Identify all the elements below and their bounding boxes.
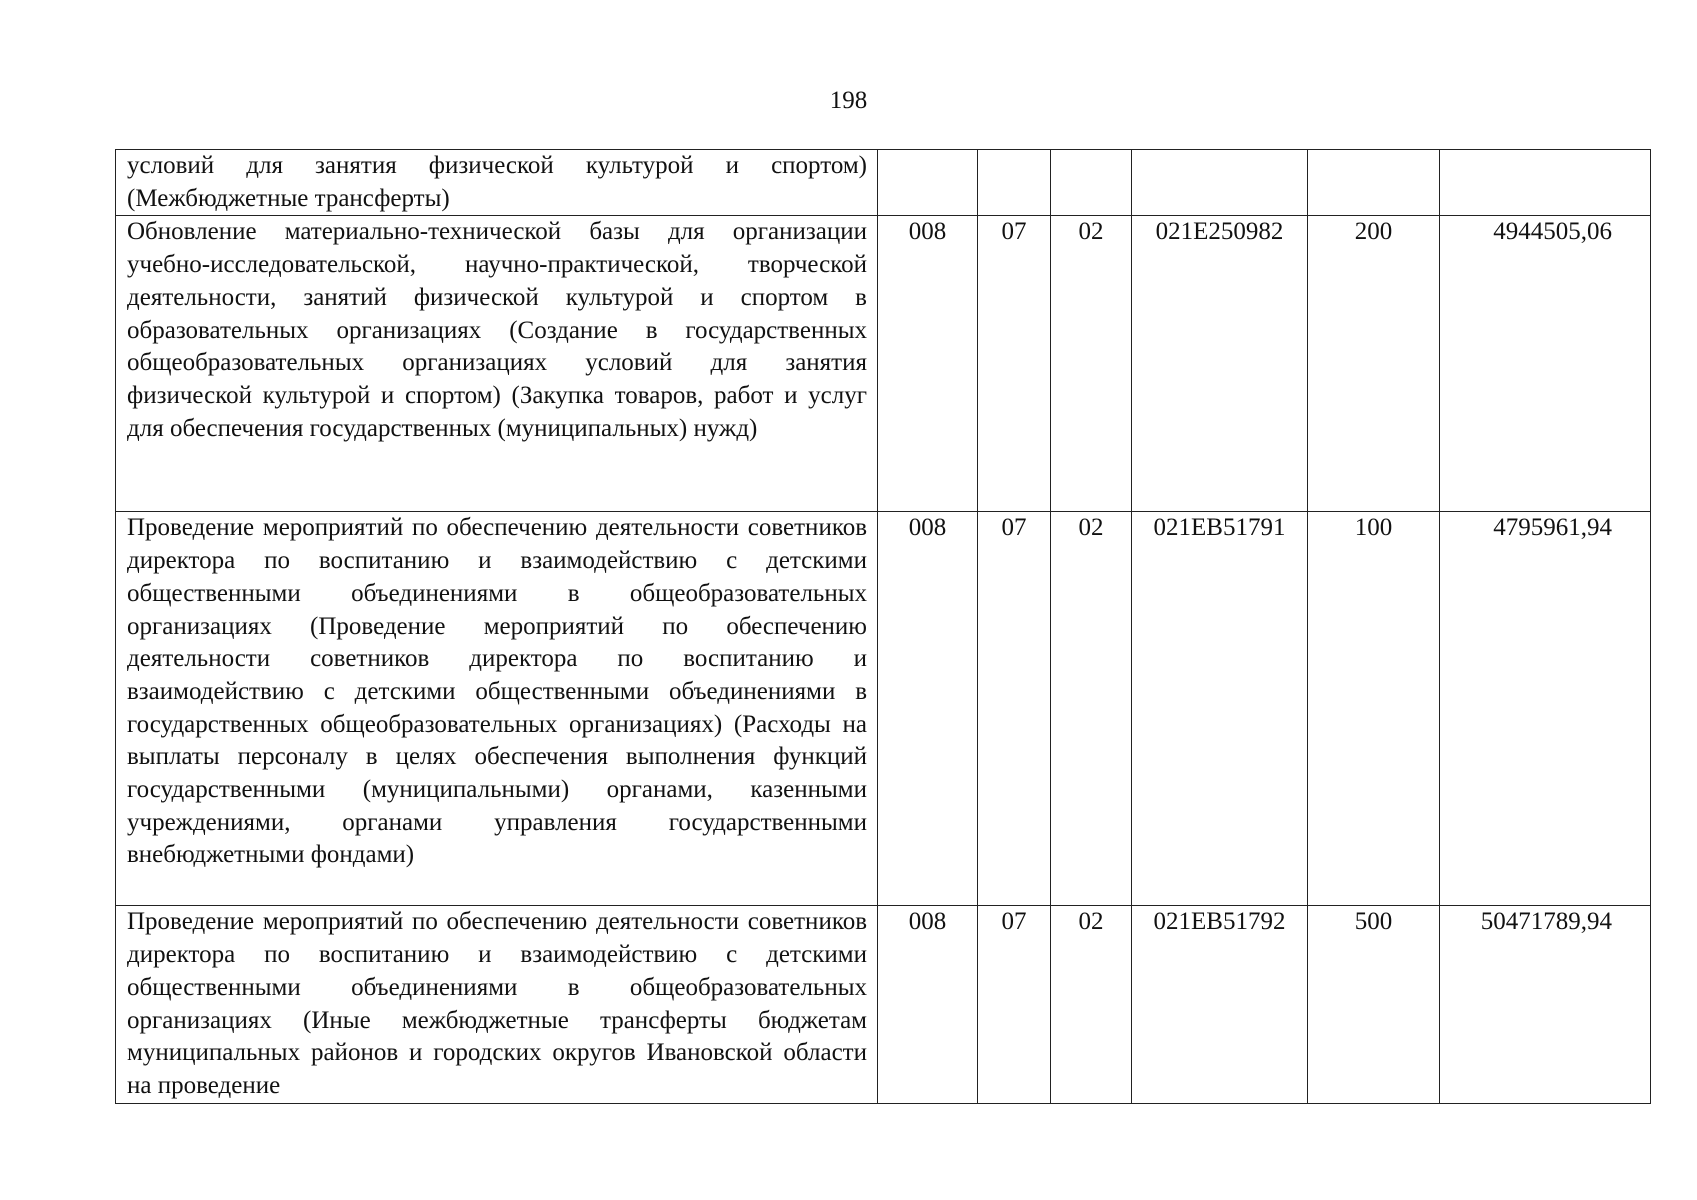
- target-article-cell: 021ЕВ51791: [1132, 512, 1308, 906]
- section-code-cell: [978, 150, 1051, 216]
- page-number: 198: [829, 87, 868, 114]
- expense-type-cell: 500: [1308, 906, 1440, 1104]
- target-article-cell: 021E250982: [1132, 216, 1308, 512]
- expense-type-cell: [1308, 150, 1440, 216]
- budget-table: [115, 149, 1651, 1104]
- subsection-code-cell: 02: [1051, 512, 1132, 906]
- subsection-code-cell: 02: [1051, 216, 1132, 512]
- amount-cell: 4944505,06: [1440, 216, 1651, 512]
- ministry-code-cell: 008: [878, 216, 978, 512]
- amount-cell: 50471789,94: [1440, 906, 1651, 1104]
- section-code-cell: 07: [978, 906, 1051, 1104]
- expense-type-cell: 200: [1308, 216, 1440, 512]
- description-cell: Проведение мероприятий по обеспечению деятельности советников директора по воспитанию и взаимодействию с детскими общественными объединениями в общеобразовательных организациях (Иные межбюджетные трансферты бюджетам муниципальных районов и городских округов Ивановской области на проведение: [116, 906, 878, 1104]
- target-article-cell: 021ЕВ51792: [1132, 906, 1308, 1104]
- expense-type-cell: 100: [1308, 512, 1440, 906]
- description-cell: Обновление материально-технической базы для организации учебно-исследовательской, научно-практической, творческой деятельности, занятий физической культурой и спортом в образовательных организациях (Создание в государственных общеобразовательных организациях условий для занятия физической культурой и спортом) (Закупка товаров, работ и услуг для обеспечения государственных (муниципальных) нужд): [116, 216, 878, 512]
- ministry-code-cell: 008: [878, 906, 978, 1104]
- description-cell: Проведение мероприятий по обеспечению деятельности советников директора по воспитанию и взаимодействию с детскими общественными объединениями в общеобразовательных организациях (Проведение мероприятий по обеспечению деятельности советников директора по воспитанию и взаимодействию с детскими общественными объединениями в государственных общеобразовательных организациях) (Расходы на выплаты персоналу в целях обеспечения выполнения функций государственными (муниципальными) органами, казенными учреждениями, органами управления государственными внебюджетными фондами): [116, 512, 878, 906]
- ministry-code-cell: [878, 150, 978, 216]
- amount-cell: [1440, 150, 1651, 216]
- target-article-cell: [1132, 150, 1308, 216]
- table-row: [116, 512, 1651, 906]
- table-row: [116, 150, 1651, 216]
- amount-cell: 4795961,94: [1440, 512, 1651, 906]
- section-code-cell: 07: [978, 216, 1051, 512]
- table-row: [116, 906, 1651, 1104]
- table-row: [116, 216, 1651, 512]
- ministry-code-cell: 008: [878, 512, 978, 906]
- subsection-code-cell: [1051, 150, 1132, 216]
- subsection-code-cell: 02: [1051, 906, 1132, 1104]
- description-cell: условий для занятия физической культурой и спортом) (Межбюджетные трансферты): [116, 150, 878, 216]
- section-code-cell: 07: [978, 512, 1051, 906]
